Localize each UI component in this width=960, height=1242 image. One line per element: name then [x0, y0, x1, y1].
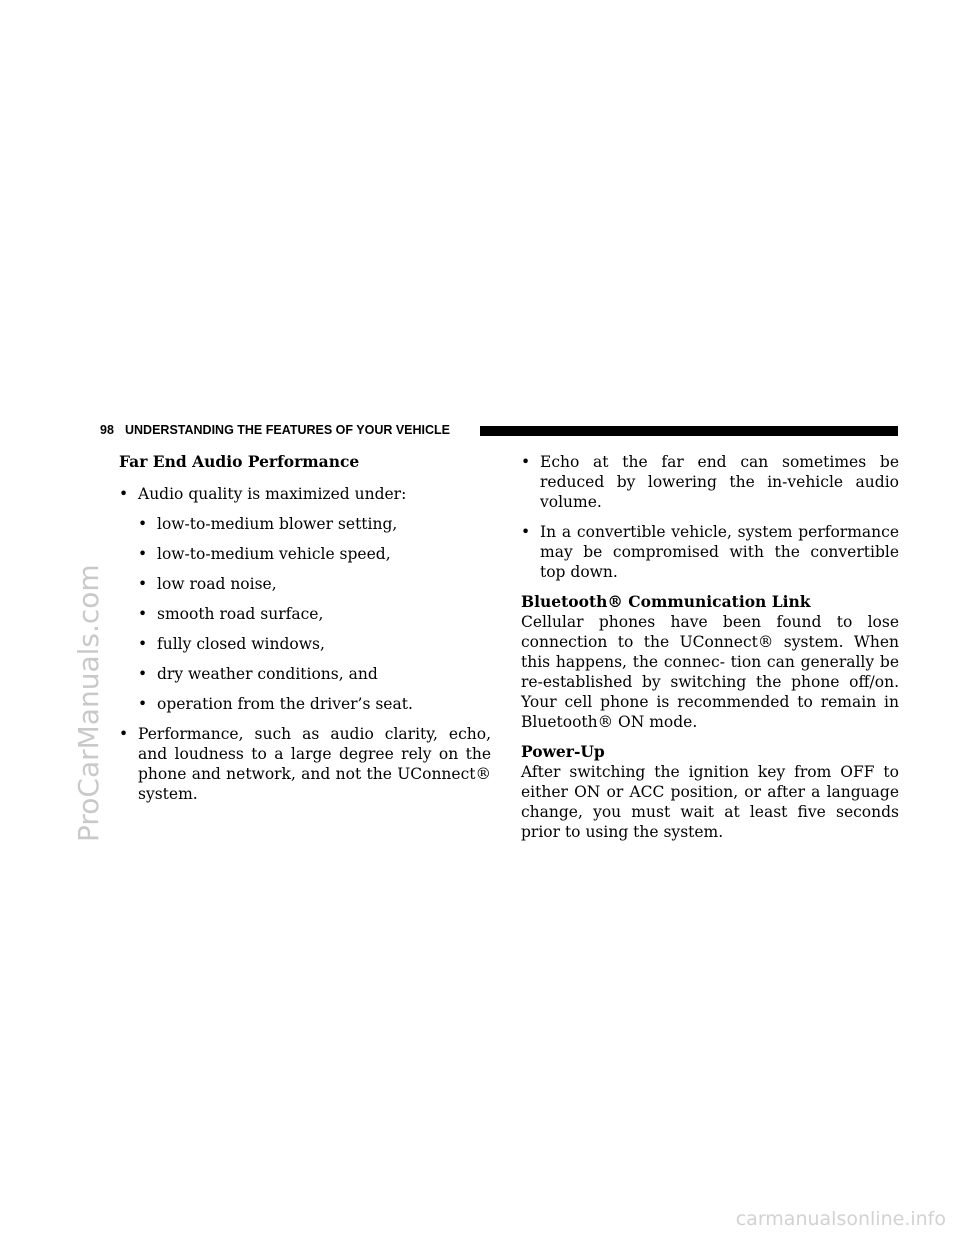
sub-item-text: low-to-medium vehicle speed,	[157, 545, 391, 563]
bullet-text: Performance, such as audio clarity, echo, and loudness to a large degree rely on the phone and network, and not the UConnect® system.	[138, 725, 491, 803]
bullet-icon: •	[521, 523, 531, 541]
bullet-text: Audio quality is maximized under:	[138, 485, 407, 503]
section-title: UNDERSTANDING THE FEATURES OF YOUR VEHICLE	[125, 423, 451, 437]
page-number: 98	[100, 423, 114, 437]
side-watermark	[0, 0, 120, 1242]
bullet-icon: •	[138, 515, 148, 533]
sub-list-item	[138, 634, 491, 654]
far-end-audio-heading: Far End Audio Performance	[119, 452, 360, 471]
bluetooth-heading: Bluetooth® Communication Link	[521, 592, 811, 611]
bluetooth-paragraph: Cellular phones have been found to lose connection to the UConnect® system. When this happens, the connec- tion can generally be re-established by switching the phone off/on. Your cell phone is recommended to remain in Bluetooth® ON mode.	[521, 613, 899, 731]
header-rule	[480, 426, 898, 436]
sub-item-text: fully closed windows,	[157, 635, 325, 653]
bullet-icon: •	[138, 635, 148, 653]
sub-item-text: operation from the driver’s seat.	[157, 695, 413, 713]
sub-item-text: low-to-medium blower setting,	[157, 515, 398, 533]
sub-item-text: smooth road surface,	[157, 605, 324, 623]
right-column	[521, 452, 899, 842]
bullet-icon: •	[138, 605, 148, 623]
bullet-icon: •	[119, 485, 129, 503]
bullet-icon: •	[138, 695, 148, 713]
sub-list-item	[138, 514, 491, 534]
bullet-icon: •	[521, 453, 531, 471]
bullet-icon: •	[138, 665, 148, 683]
list-item-convertible	[521, 522, 899, 582]
left-column	[119, 452, 491, 804]
bullet-text: In a convertible vehicle, system performance may be compromised with the convertible top down.	[540, 523, 899, 581]
list-item-audio-quality	[119, 484, 491, 504]
sub-item-text: low road noise,	[157, 575, 277, 593]
bullet-text: Echo at the far end can sometimes be reduced by lowering the in-vehicle audio volume.	[540, 453, 899, 511]
sub-list-item	[138, 544, 491, 564]
sub-item-text: dry weather conditions, and	[157, 665, 378, 683]
list-item-performance	[119, 724, 491, 804]
bullet-icon: •	[138, 575, 148, 593]
power-up-paragraph: After switching the ignition key from OFF to either ON or ACC position, or after a language change, you must wait at least five seconds prior to using the system.	[521, 763, 899, 841]
sub-list-item	[138, 664, 491, 684]
sub-list-item	[138, 604, 491, 624]
footer-watermark: carmanualsonline.info	[735, 1208, 946, 1230]
sub-list-item	[138, 574, 491, 594]
list-item-echo	[521, 452, 899, 512]
power-up-heading: Power-Up	[521, 742, 605, 761]
bullet-icon: •	[119, 725, 129, 743]
sub-list-item	[138, 694, 491, 714]
watermark-text: ProCarManuals.com	[72, 564, 105, 842]
bullet-icon: •	[138, 545, 148, 563]
page-header	[100, 424, 898, 438]
